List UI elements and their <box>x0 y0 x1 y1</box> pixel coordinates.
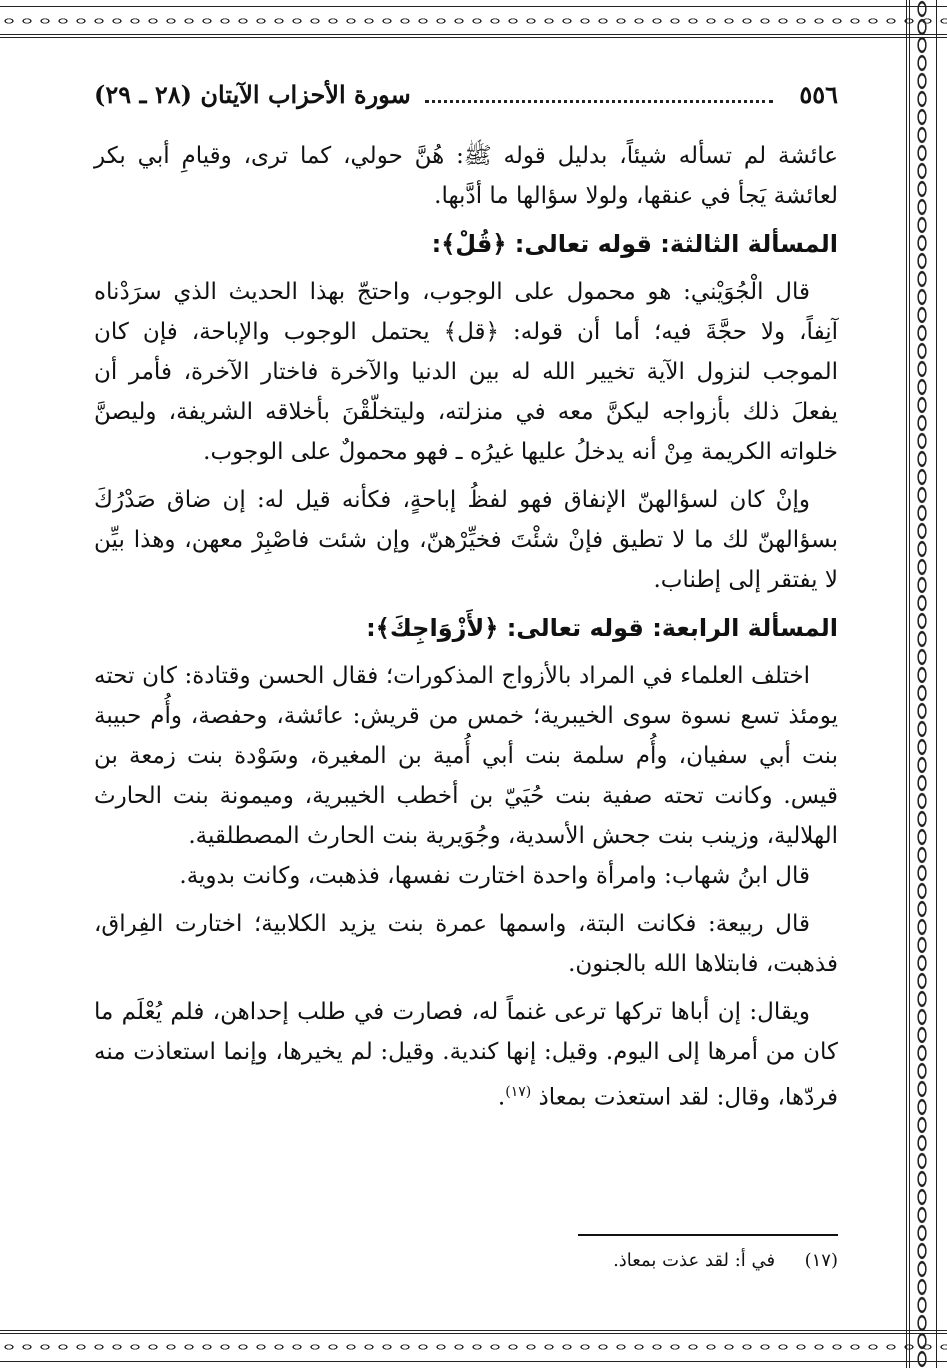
main-text <box>94 136 838 1118</box>
footnote-separator <box>578 1234 838 1236</box>
paragraph-end: . <box>497 1084 506 1111</box>
ornamental-border-top <box>0 0 947 42</box>
footnote-reference: (١٧) <box>505 1084 532 1100</box>
footnote <box>94 1246 838 1276</box>
paragraph-it-is-said <box>94 992 838 1118</box>
paragraph-ibn-shihab: قال ابنُ شهاب: وامرأة واحدة اختارت نفسها، فذهبت، وكانت بدوية. <box>179 863 810 889</box>
footnote-number: (١٧) <box>804 1250 838 1271</box>
paragraph-juwayni: قال الْجُوَيْني: هو محمول على الوجوب، واحتجّ بهذا الحديث الذي سرَدْناه آنِفاً، ولا حجَّةَ فيه؛ أما أن قوله: ﴿قل﴾ يحتمل الوجوب والإباحة، فإن كان الموجب لنزول الآية تخيير الله له بين الدنيا والآخرة فاختار الآخرة، فأمر أن يفعلَ ذلك بأزواجه ليكنَّ معه في منزلته، وليتخلّقْنَ بأخلاقه الشريفة، وليصنَّ خلواته الكريمة مِنْ أنه يدخلُ عليها غيرُه ـ فهو محمولٌ على الوجوب. <box>94 279 838 465</box>
running-title: سورة الأحزاب الآيتان (٢٨ ـ ٢٩) <box>94 79 411 109</box>
header-dot-leader <box>425 86 774 103</box>
paragraph-spending: وإنْ كان لسؤالهنّ الإنفاق فهو لفظُ إباحةٍ، فكأنه قيل له: إن ضاق صَدْرُكَ بسؤالهنّ لك ما لا تطيق فإنْ شئْتَ فخيِّرْهنّ، وإن شئت فاصْبِرْ معهن، وهذا بيِّن لا يفتقر إلى إطناب. <box>94 487 838 593</box>
paragraph-rabia: قال ربيعة: فكانت البتة، واسمها عمرة بنت يزيد الكلابية؛ اختارت الفِراق، فذهبت، فابتلاها الله بالجنون. <box>94 911 838 977</box>
ornamental-border-bottom <box>0 1328 947 1368</box>
paragraph-wives-list: اختلف العلماء في المراد بالأزواج المذكورات؛ فقال الحسن وقتادة: كان تحته يومئذ تسع نسوة سوى الخيبرية؛ خمس من قريش: عائشة، وحفصة، وأُم حبيبة بنت أبي سفيان، وأُم سلمة بنت أبي أُمية بن المغيرة، وسَوْدة بنت زمعة بن قيس. وكانت تحته صفية بنت حُيَيّ بن أخطب الخيبرية، وميمونة بنت الحارث الهلالية، وزينب بنت جحش الأسدية، وجُوَيرية بنت الحارث المصطلقية. <box>94 663 838 849</box>
paragraph-text: ويقال: إن أباها تركها ترعى غنماً له، فصارت في طلب إحداهن، فلم يُعْلَم ما كان من أمرها إلى اليوم. وقيل: إنها كندية. وقيل: لم يخيرها، وإنما استعاذت منه فردّها، وقال: لقد استعذت بمعاذ <box>94 999 838 1111</box>
section-heading-third-issue: المسألة الثالثة: قوله تعالى: ﴿قُلْ﴾: <box>431 230 838 258</box>
footnote-text: في أ: لقد عذت بمعاذ. <box>613 1250 776 1271</box>
ornamental-border-right <box>898 0 947 1368</box>
paragraph-continuation: عائشة لم تسأله شيئاً، بدليل قوله ﷺ: هُنَّ حولي، كما ترى، وقيامِ أبي بكر لعائشة يَجأ في عنقها، ولولا سؤالها ما أدَّبها. <box>94 143 838 209</box>
page-number: ٥٥٦ <box>799 79 838 109</box>
running-header <box>94 70 838 118</box>
section-heading-fourth-issue: المسألة الرابعة: قوله تعالى: ﴿لأَزْوَاجِكَ﴾: <box>366 614 838 642</box>
